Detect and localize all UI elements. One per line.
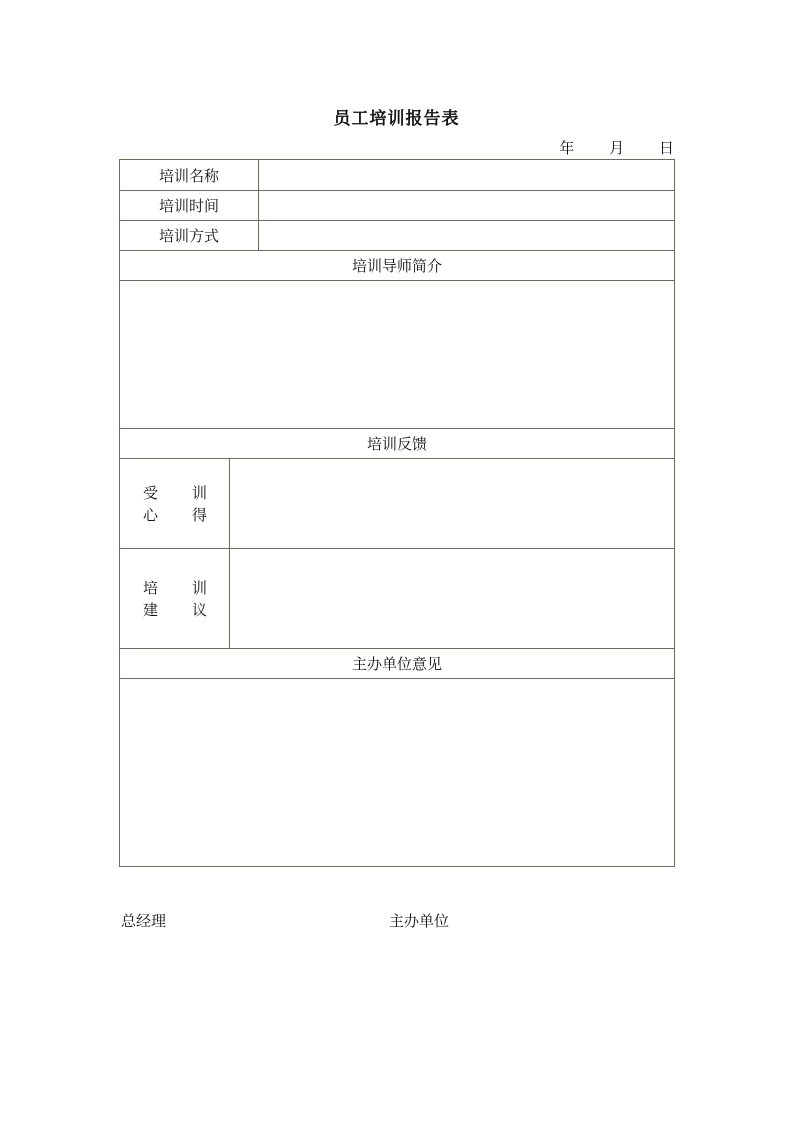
label-char: 培 — [143, 578, 159, 597]
row-divider — [120, 678, 674, 679]
label-char: 心 — [143, 505, 159, 524]
feedback-label-suggestions — [143, 549, 207, 648]
feedback-suggestions-area[interactable] — [236, 554, 668, 644]
report-form-table — [119, 159, 675, 867]
date-month-label: 月 — [609, 139, 625, 157]
date-year-label: 年 — [559, 139, 575, 157]
label-char: 受 — [143, 483, 159, 502]
field-label-training-time: 培训时间 — [158, 197, 219, 215]
label-char: 议 — [191, 600, 207, 619]
mentor-intro-area[interactable] — [126, 286, 668, 422]
date-line — [543, 137, 674, 158]
field-label-training-name: 培训名称 — [158, 166, 219, 185]
row-divider — [120, 280, 674, 281]
section-mentor-intro-header: 培训导师简介 — [351, 257, 442, 275]
field-value-training-method[interactable] — [266, 226, 666, 246]
column-divider — [258, 160, 259, 250]
page-title: 员工培训报告表 — [333, 109, 460, 129]
label-char: 训 — [191, 578, 207, 597]
field-value-training-time[interactable] — [266, 196, 666, 216]
footer-general-manager: 总经理 — [121, 912, 167, 930]
section-feedback-header: 培训反馈 — [366, 435, 427, 453]
feedback-label-experience — [143, 459, 207, 548]
label-char: 得 — [191, 505, 207, 524]
footer-organizer: 主办单位 — [389, 912, 450, 930]
column-divider — [229, 458, 230, 648]
date-day-label: 日 — [658, 139, 674, 157]
feedback-experience-area[interactable] — [236, 464, 668, 544]
label-char: 建 — [143, 600, 159, 619]
organizer-opinion-area[interactable] — [126, 684, 668, 860]
section-organizer-opinion-header: 主办单位意见 — [351, 655, 442, 673]
label-char: 训 — [191, 483, 207, 502]
field-label-training-method: 培训方式 — [158, 227, 219, 245]
field-value-training-name[interactable] — [266, 166, 666, 186]
